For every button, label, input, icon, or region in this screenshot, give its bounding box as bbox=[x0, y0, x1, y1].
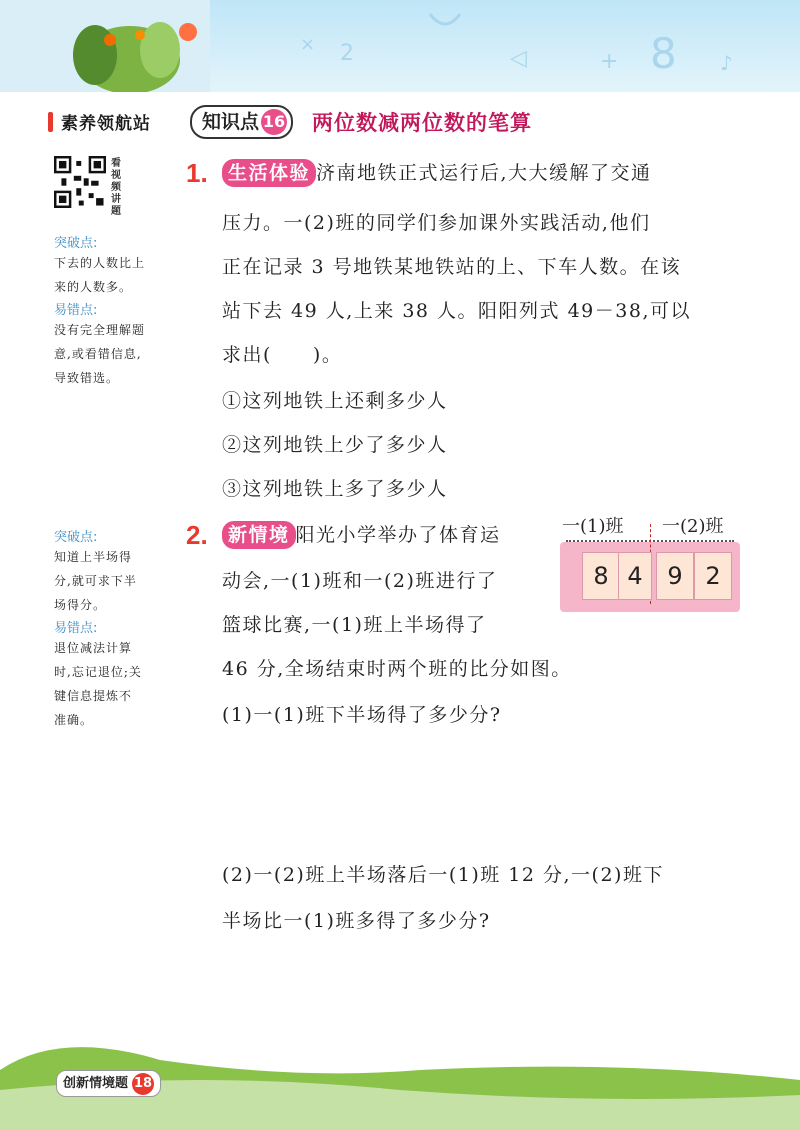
brand-title bbox=[48, 109, 151, 134]
q1-error-text: 导致错选。 bbox=[54, 371, 120, 385]
q1-text-line: 压力。一(2)班的同学们参加课外实践活动,他们 bbox=[222, 212, 651, 234]
qr-code-icon[interactable] bbox=[54, 156, 106, 208]
q1-breakthrough-heading: 突破点: bbox=[54, 236, 98, 251]
q1-answer-blank[interactable]: 求出( )。 bbox=[222, 344, 343, 366]
scoreboard bbox=[560, 512, 760, 620]
qr-label: 看视频讲题 bbox=[111, 158, 121, 217]
scoreboard-left-team: 一(1)班 bbox=[562, 516, 624, 537]
page-number: 18 bbox=[132, 1073, 154, 1095]
q2-first-line bbox=[222, 520, 501, 549]
q2-sub-question-2: (2)一(2)班上半场落后一(1)班 12 分,一(2)班下 bbox=[222, 864, 664, 886]
q1-option-3[interactable]: ③这列地铁上多了多少人 bbox=[222, 478, 448, 500]
knowledge-label: 知识点 bbox=[202, 111, 260, 133]
q2-text-line: 46 分,全场结束时两个班的比分如图。 bbox=[222, 658, 572, 680]
q2-tag: 新情境 bbox=[222, 521, 296, 549]
scoreboard-right-team: 一(2)班 bbox=[662, 516, 724, 537]
q2-tips bbox=[54, 526, 142, 732]
score-digit: 4 bbox=[618, 552, 652, 600]
page-title: 两位数减两位数的笔算 bbox=[312, 111, 532, 135]
q1-error-text: 意,或看错信息, bbox=[54, 347, 142, 361]
q2-error-heading: 易错点: bbox=[54, 621, 98, 636]
svg-text:+: + bbox=[600, 49, 619, 74]
q1-text-line: 济南地铁正式运行后,大大缓解了交通 bbox=[316, 162, 652, 184]
footer-label: 创新情境题 bbox=[63, 1076, 129, 1091]
q2-text-line: 阳光小学举办了体育运 bbox=[295, 524, 501, 546]
score-digit: 9 bbox=[656, 552, 694, 600]
q2-error-text: 时,忘记退位;关 bbox=[54, 665, 142, 679]
knowledge-point-badge bbox=[190, 105, 293, 139]
q1-tips bbox=[54, 232, 145, 390]
q1-first-line bbox=[222, 158, 652, 187]
svg-text:2: 2 bbox=[340, 41, 354, 66]
q2-number: 2. bbox=[186, 520, 208, 550]
q2-text-line: 动会,一(1)班和一(2)班进行了 bbox=[222, 570, 498, 592]
sidebar bbox=[54, 156, 174, 727]
svg-text:×: × bbox=[300, 34, 316, 55]
q2-error-text: 准确。 bbox=[54, 713, 94, 727]
plant-illustration bbox=[0, 0, 210, 92]
svg-text:◁: ◁ bbox=[510, 46, 527, 71]
q1-number: 1. bbox=[186, 158, 208, 188]
q1-breakthrough-text: 下去的人数比上 bbox=[54, 256, 146, 270]
svg-text:8: 8 bbox=[650, 29, 677, 78]
q2-breakthrough-text: 分,就可求下半 bbox=[54, 574, 137, 588]
q2-text-line: 篮球比赛,一(1)班上半场得了 bbox=[222, 614, 487, 636]
q1-error-text: 没有完全理解题 bbox=[54, 323, 146, 337]
q1-breakthrough-text: 来的人数多。 bbox=[54, 280, 133, 294]
svg-text:♪: ♪ bbox=[720, 51, 733, 75]
knowledge-number: 16 bbox=[261, 109, 287, 135]
q2-breakthrough-text: 场得分。 bbox=[54, 598, 107, 612]
question-1 bbox=[188, 152, 758, 502]
q1-text-line: 站下去 49 人,上来 38 人。阳阳列式 49－38,可以 bbox=[222, 300, 691, 322]
q1-option-1[interactable]: ①这列地铁上还剩多少人 bbox=[222, 390, 448, 412]
q1-text-line: 正在记录 3 号地铁某地铁站的上、下车人数。在该 bbox=[222, 256, 682, 278]
q2-breakthrough-heading: 突破点: bbox=[54, 530, 98, 545]
q2-sub-question-2: 半场比一(1)班多得了多少分? bbox=[222, 910, 491, 932]
q2-breakthrough-text: 知道上半场得 bbox=[54, 550, 133, 564]
footer-badge bbox=[56, 1070, 161, 1097]
section-header bbox=[0, 103, 800, 143]
q1-error-heading: 易错点: bbox=[54, 303, 98, 318]
brand-text: 素养领航站 bbox=[61, 114, 151, 134]
q1-tag: 生活体验 bbox=[222, 159, 316, 187]
q2-error-text: 键信息提炼不 bbox=[54, 689, 133, 703]
score-digit: 8 bbox=[582, 552, 620, 600]
qr-block bbox=[54, 156, 174, 216]
q2-sub-question-1: (1)一(1)班下半场得了多少分? bbox=[222, 704, 502, 726]
math-symbols-decor bbox=[300, 10, 750, 80]
score-digit: 2 bbox=[694, 552, 732, 600]
brand-marker-icon bbox=[48, 112, 53, 132]
q2-error-text: 退位减法计算 bbox=[54, 641, 133, 655]
q1-option-2[interactable]: ②这列地铁上少了多少人 bbox=[222, 434, 448, 456]
